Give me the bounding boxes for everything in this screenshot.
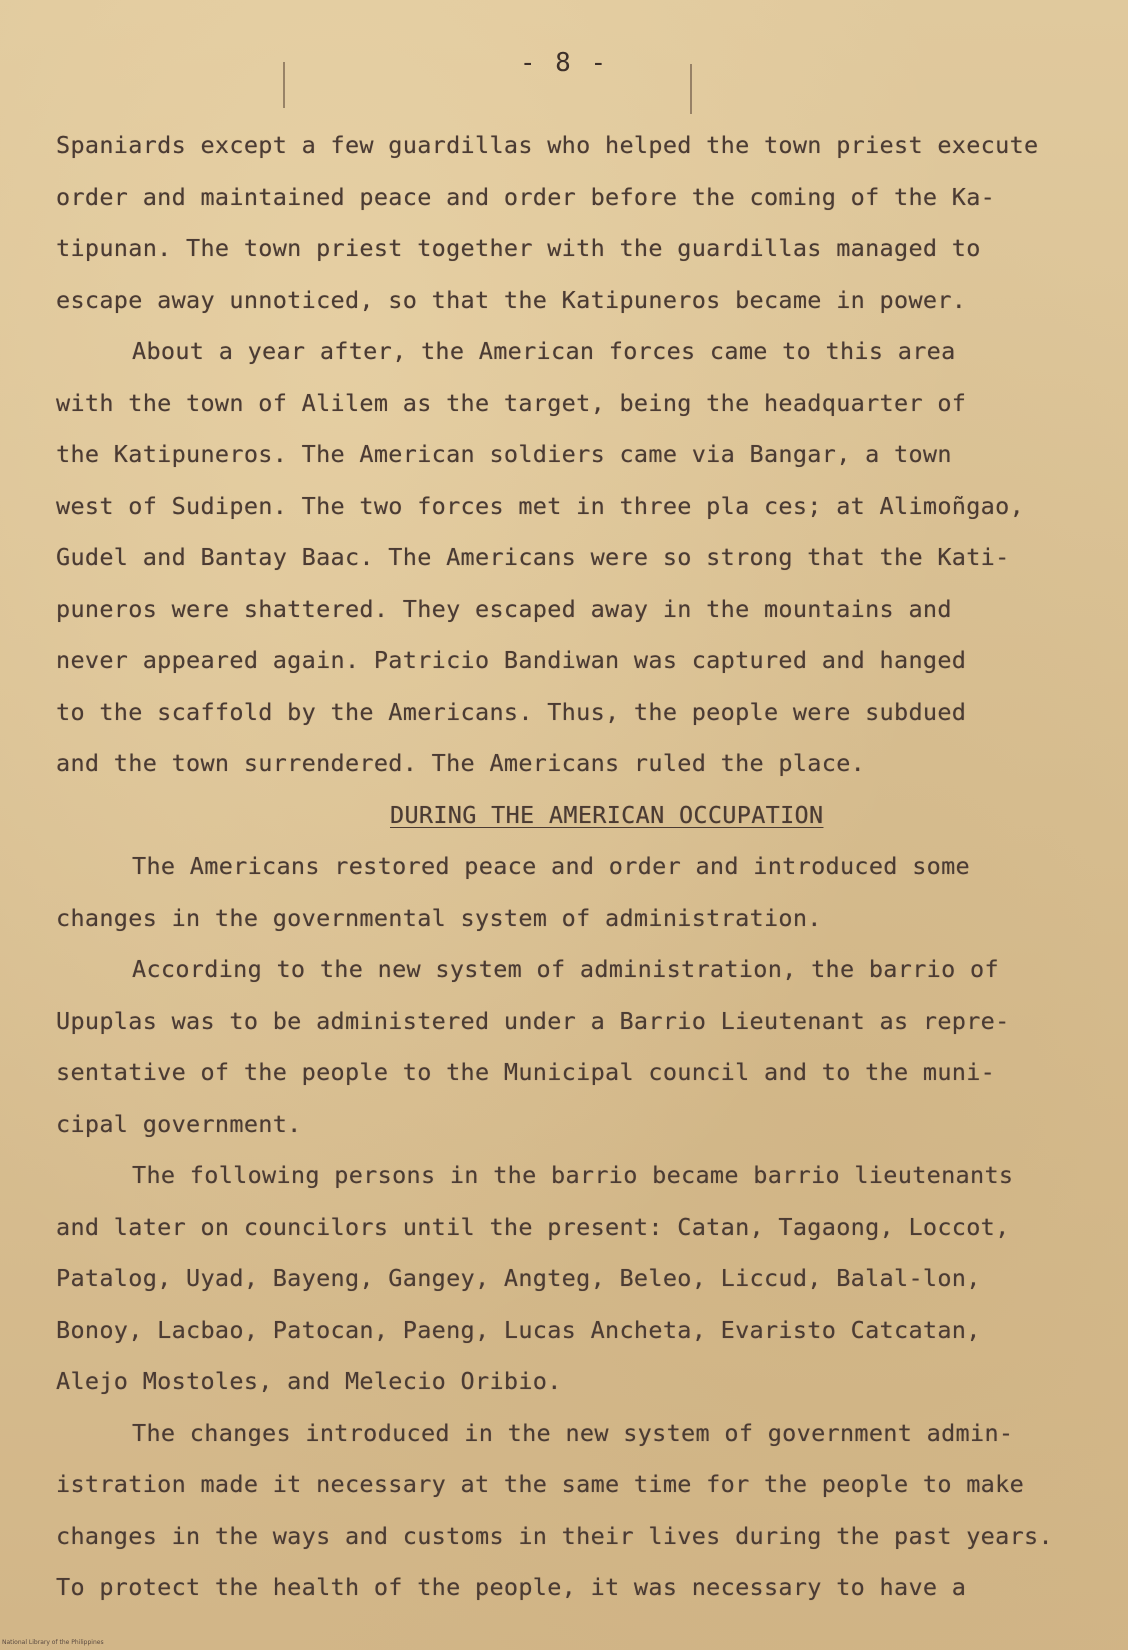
text-line: to the scaffold by the Americans. Thus, the people were subdued	[56, 697, 967, 726]
text-line: never appeared again. Patricio Bandiwan was captured and hanged	[56, 646, 967, 674]
text-line: tipunan. The town priest together with the guardillas managed to	[56, 234, 981, 262]
text-line: The changes introduced in the new system of government admin-	[132, 1418, 1014, 1447]
text-line: changes in the governmental system of administration.	[56, 903, 822, 932]
text-line: Bonoy, Lacbao, Patocan, Paeng, Lucas Ancheta, Evaristo Catcatan,	[56, 1315, 981, 1344]
text-line: Patalog, Uyad, Bayeng, Gangey, Angteg, Beleo, Liccud, Balal-lon,	[56, 1264, 981, 1292]
text-line: The following persons in the barrio became barrio lieutenants	[132, 1161, 1014, 1189]
archive-stamp: National Library of the Philippines	[2, 1639, 104, 1646]
text-line: Alejo Mostoles, and Melecio Oribio.	[56, 1367, 562, 1395]
text-line: Gudel and Bantay Baac. The Americans were so strong that the Kati-	[56, 543, 1010, 571]
text-line: and the town surrendered. The Americans ruled the place.	[56, 749, 866, 777]
text-line: Upuplas was to be administered under a Barrio Lieutenant as repre-	[56, 1006, 1010, 1035]
text-line: puneros were shattered. They escaped away in the mountains and	[56, 594, 952, 623]
typed-text-body	[56, 120, 1096, 1614]
text-line: and later on councilors until the present: Catan, Tagaong, Loccot,	[56, 1212, 1010, 1241]
text-line: istration made it necessary at the same time for the people to make	[56, 1470, 1025, 1498]
text-line: About a year after, the American forces came to this area	[132, 337, 956, 365]
text-line: with the town of Alilem as the target, being the headquarter of	[56, 388, 967, 417]
page-number: - 8 -	[519, 48, 609, 78]
text-line: cipal government.	[56, 1109, 302, 1138]
text-line: order and maintained peace and order before the coming of the Ka-	[56, 182, 996, 211]
text-line: Spaniards except a few guardillas who helped the town priest execute	[56, 131, 1039, 159]
section-heading: DURING THE AMERICAN OCCUPATION	[390, 800, 824, 829]
text-line: changes in the ways and customs in their lives during the past years.	[56, 1521, 1053, 1550]
text-line: According to the new system of administration, the barrio of	[132, 955, 999, 983]
text-line: The Americans restored peace and order and introduced some	[132, 852, 970, 880]
text-line: the Katipuneros. The American soldiers came via Bangar, a town	[56, 440, 952, 468]
text-line: sentative of the people to the Municipal council and to the muni-	[56, 1058, 996, 1086]
text-line: escape away unnoticed, so that the Katipuneros became in power.	[56, 285, 967, 314]
text-line: west of Sudipen. The two forces met in three pla ces; at Alimoñgao,	[56, 491, 1025, 520]
text-line: To protect the health of the people, it was necessary to have a	[56, 1573, 967, 1601]
